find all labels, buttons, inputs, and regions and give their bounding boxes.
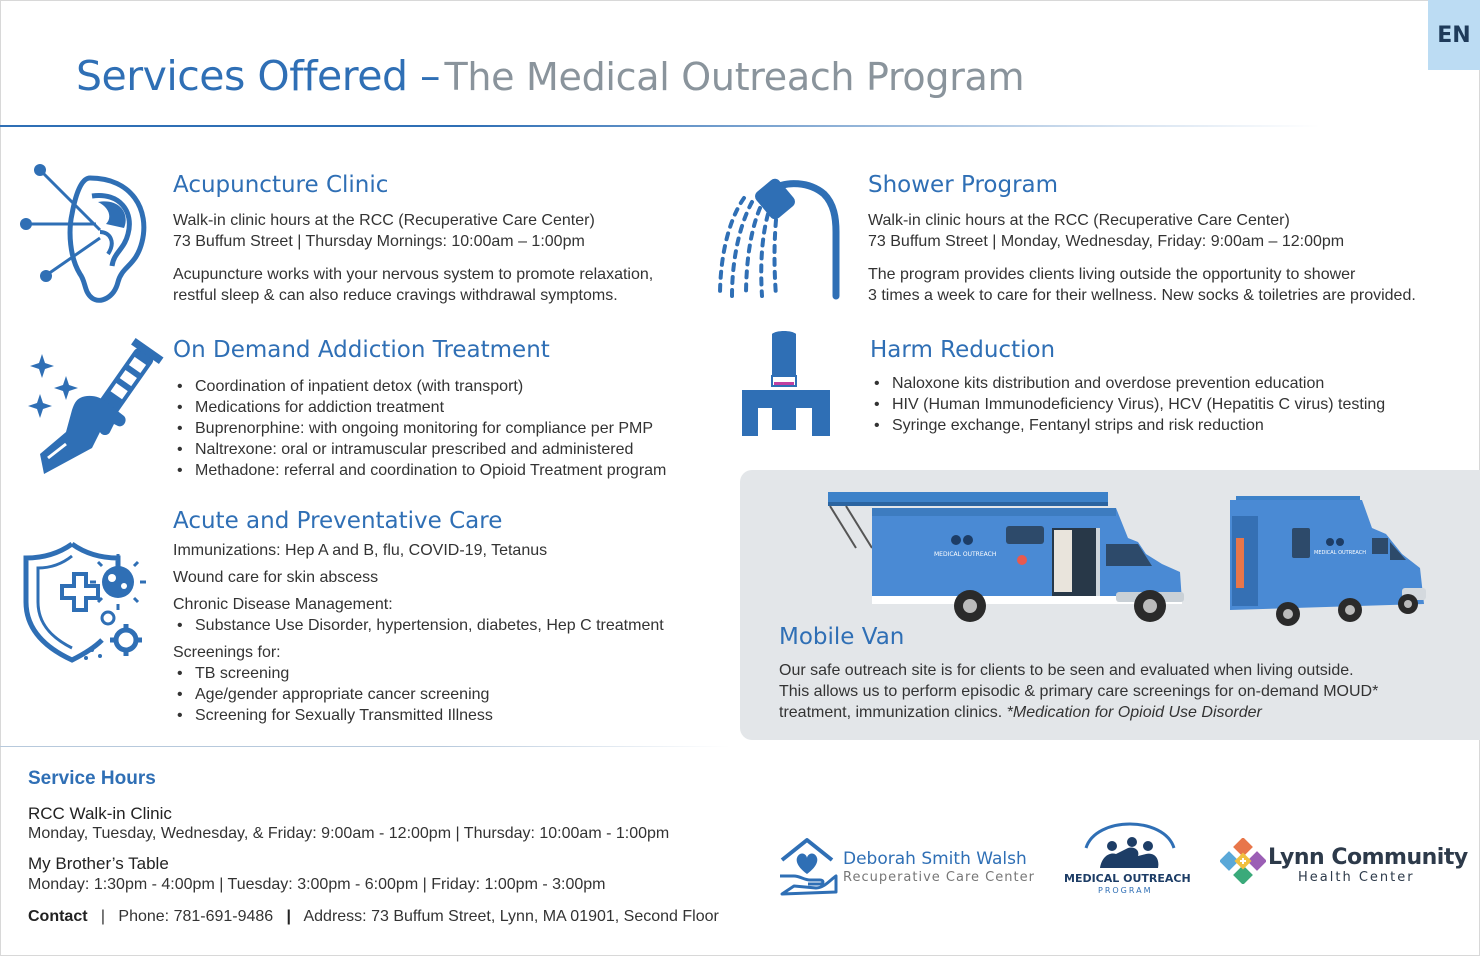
- van-desc-line3: [779, 702, 1378, 723]
- shower-hours-line1: Walk-in clinic hours at the RCC (Recuperative Care Center): [868, 212, 1290, 229]
- contact-line: Contact | Phone: 781-691-9486 | Address: 73 Buffum Street, Lynn, MA 01901, Second Floor: [28, 908, 719, 925]
- brothers-table-hours: Monday: 1:30pm - 4:00pm | Tuesday: 3:00pm - 6:00pm | Friday: 1:00pm - 3:00pm: [28, 876, 606, 893]
- acupuncture-hours-line2: 73 Buffum Street | Thursday Mornings: 10:00am – 1:00pm: [173, 233, 585, 250]
- acupuncture-hours-line1: Walk-in clinic hours at the RCC (Recuperative Care Center): [173, 212, 595, 229]
- page-title-sub: The Medical Outreach Program: [444, 55, 1025, 99]
- hand-syringe-icon: [24, 336, 164, 481]
- ear-acupuncture-icon: [20, 162, 160, 307]
- mobile-van-side-image: [816, 488, 1196, 630]
- van-rear-label: MEDICAL OUTREACH: [1314, 550, 1366, 556]
- mobile-van-body: [779, 660, 1378, 723]
- addiction-list: [173, 376, 666, 481]
- medical-outreach-logo-sub: PROGRAM: [1098, 886, 1153, 895]
- list-item: • HIV (Human Immunodeficiency Virus), HCV (Hepatitis C virus) testing: [870, 394, 1385, 415]
- moud-footnote: *Medication for Opioid Use Disorder: [1006, 704, 1262, 721]
- list-item: • Coordination of inpatient detox (with transport): [173, 376, 666, 397]
- page-title: [76, 52, 1024, 100]
- header-divider: [0, 125, 1320, 127]
- mobile-van-rear-image: [1222, 488, 1432, 633]
- van-desc-line1: Our safe outreach site is for clients to be seen and evaluated when living outside.: [779, 662, 1354, 679]
- nasal-spray-icon: [738, 330, 834, 442]
- screenings-label: Screenings for:: [173, 644, 281, 661]
- brothers-table-title: My Brother’s Table: [28, 854, 169, 873]
- shield-virus-icon: [22, 540, 152, 664]
- shower-body: [868, 210, 1416, 306]
- lynn-community-logo-name: Lynn Community: [1268, 845, 1468, 870]
- acupuncture-title: Acupuncture Clinic: [173, 172, 389, 198]
- dsw-logo-name: Deborah Smith Walsh: [843, 849, 1027, 869]
- acupuncture-desc-line2: restful sleep & can also reduce cravings withdrawal symptoms.: [173, 287, 618, 304]
- shower-desc-line1: The program provides clients living outside the opportunity to shower: [868, 266, 1356, 283]
- rcc-clinic-title: RCC Walk-in Clinic: [28, 804, 172, 823]
- medical-outreach-logo-icon: [1082, 812, 1178, 874]
- addiction-body: [173, 376, 666, 481]
- acute-care-title: Acute and Preventative Care: [173, 508, 503, 534]
- shower-icon: [716, 174, 846, 302]
- lynn-community-logo-sub: Health Center: [1298, 870, 1415, 885]
- van-desc-line3-text: treatment, immunization clinics.: [779, 704, 1007, 721]
- footer-divider: [0, 746, 730, 747]
- rcc-clinic-hours: Monday, Tuesday, Wednesday, & Friday: 9:00am - 12:00pm | Thursday: 10:00am - 1:00pm: [28, 825, 670, 842]
- contact-address: Address: 73 Buffum Street, Lynn, MA 01901, Second Floor: [303, 908, 719, 925]
- chronic-disease-list: [173, 615, 664, 636]
- list-item: • TB screening: [173, 663, 664, 684]
- lynn-community-logo-icon: [1220, 838, 1266, 884]
- harm-reduction-list: [870, 373, 1385, 436]
- acupuncture-desc-line1: Acupuncture works with your nervous system to promote relaxation,: [173, 266, 654, 283]
- acute-care-body: [173, 540, 664, 726]
- service-hours-title: Service Hours: [28, 768, 156, 789]
- dsw-logo-sub: Recuperative Care Center: [843, 870, 1035, 885]
- language-badge[interactable]: EN: [1428, 0, 1480, 70]
- list-item: • Substance Use Disorder, hypertension, diabetes, Hep C treatment: [173, 615, 664, 636]
- list-item: • Age/gender appropriate cancer screening: [173, 684, 664, 705]
- list-item: • Naloxone kits distribution and overdose prevention education: [870, 373, 1385, 394]
- chronic-disease-label: Chronic Disease Management:: [173, 596, 393, 613]
- contact-label: Contact: [28, 908, 88, 925]
- wound-care-text: Wound care for skin abscess: [173, 569, 379, 586]
- shower-hours-line2: 73 Buffum Street | Monday, Wednesday, Friday: 9:00am – 12:00pm: [868, 233, 1345, 250]
- screenings-list: [173, 663, 664, 726]
- addiction-title: On Demand Addiction Treatment: [173, 337, 550, 363]
- van-side-label: MEDICAL OUTREACH: [934, 551, 997, 558]
- page-title-main: Services Offered –: [76, 52, 441, 100]
- harm-reduction-body: [870, 373, 1385, 436]
- list-item: • Naltrexone: oral or intramuscular prescribed and administered: [173, 439, 666, 460]
- mobile-van-title: Mobile Van: [779, 624, 905, 650]
- dsw-house-heart-logo-icon: [776, 836, 838, 898]
- harm-reduction-title: Harm Reduction: [870, 337, 1056, 363]
- list-item: • Screening for Sexually Transmitted Illness: [173, 705, 664, 726]
- acupuncture-body: [173, 210, 653, 306]
- list-item: • Methadone: referral and coordination to Opioid Treatment program: [173, 460, 666, 481]
- list-item: • Buprenorphine: with ongoing monitoring for compliance per PMP: [173, 418, 666, 439]
- immunizations-text: Immunizations: Hep A and B, flu, COVID-19, Tetanus: [173, 542, 548, 559]
- contact-phone[interactable]: Phone: 781-691-9486: [118, 908, 274, 925]
- shower-title: Shower Program: [868, 172, 1059, 198]
- van-desc-line2: This allows us to perform episodic & primary care screenings for on-demand MOUD*: [779, 683, 1379, 700]
- list-item: • Syringe exchange, Fentanyl strips and risk reduction: [870, 415, 1385, 436]
- medical-outreach-logo-name: MEDICAL OUTREACH: [1064, 872, 1191, 885]
- list-item: • Medications for addiction treatment: [173, 397, 666, 418]
- shower-desc-line2: 3 times a week to care for their wellness. New socks & toiletries are provided.: [868, 287, 1416, 304]
